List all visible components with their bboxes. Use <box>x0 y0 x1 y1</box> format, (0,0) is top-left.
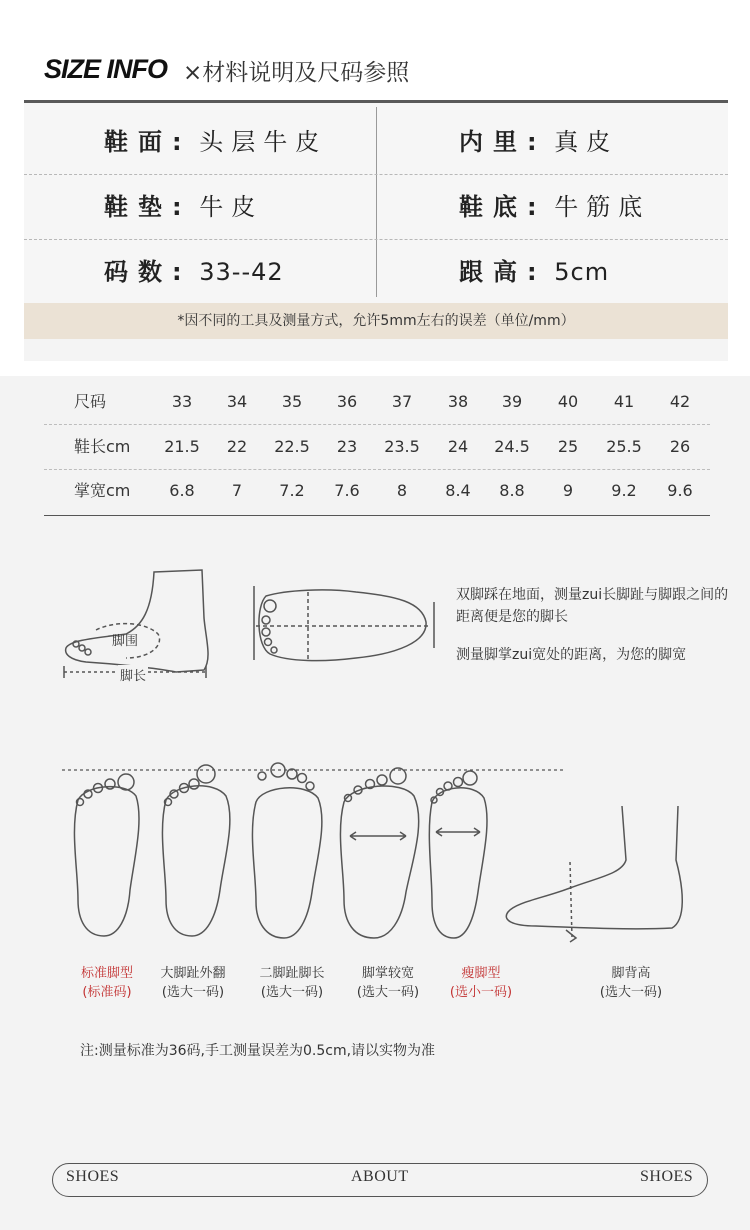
material-row-sole <box>459 187 650 227</box>
size-row-header: 鞋长cm <box>74 437 131 456</box>
foot-type-advice: (选大一码) <box>599 985 663 1000</box>
material-label: 鞋面: <box>104 128 192 156</box>
foot-type-name: 瘦脚型 <box>461 966 501 981</box>
material-label: 跟高: <box>459 258 547 286</box>
size-cell: 9.2 <box>611 481 637 500</box>
foot-length-description: 双脚踩在地面，测量zui长脚趾与脚跟之间的距离便是您的脚长 <box>456 587 729 625</box>
material-label: 鞋底: <box>459 193 547 221</box>
foot-high-instep <box>506 806 682 929</box>
foot-type-name: 脚背高 <box>611 966 651 981</box>
size-cell: 39 <box>501 392 523 411</box>
measurement-footnote: 注:测量标准为36码,手工测量误差为0.5cm,请以实物为准 <box>80 1043 436 1059</box>
size-cell: 8.8 <box>499 481 525 500</box>
size-cell: 22.5 <box>274 437 310 456</box>
foot-types-illustration <box>56 750 696 960</box>
foot-type-advice: (选小一码) <box>449 985 513 1000</box>
material-value: 33--42 <box>199 258 284 286</box>
material-value: 5cm <box>554 258 610 286</box>
size-row <box>44 425 710 469</box>
length-label: 脚长 <box>118 665 148 684</box>
size-cell: 23.5 <box>384 437 420 456</box>
size-cell: 7 <box>231 481 243 500</box>
size-row <box>44 469 710 513</box>
material-value: 牛皮 <box>199 193 264 221</box>
size-cell: 25 <box>557 437 579 456</box>
foot-type-name: 大脚趾外翻 <box>160 966 226 981</box>
girth-label: 脚围 <box>112 634 139 649</box>
size-cell: 40 <box>557 392 579 411</box>
foot-type-advice: (选大一码) <box>356 985 420 1000</box>
material-table <box>24 103 728 303</box>
section-title-en: SIZE INFO <box>44 54 168 84</box>
material-label: 内里: <box>459 128 547 156</box>
row-divider <box>24 174 728 175</box>
size-cell: 36 <box>336 392 358 411</box>
footer-left-text: SHOES <box>66 1168 120 1185</box>
size-table <box>44 378 710 518</box>
material-label: 码数: <box>104 258 192 286</box>
size-row-header: 掌宽cm <box>74 481 131 500</box>
material-row-lining <box>459 122 618 162</box>
foot-type-slim <box>436 964 526 1002</box>
size-cell: 37 <box>391 392 413 411</box>
size-cell: 41 <box>613 392 635 411</box>
material-row-heel <box>459 252 609 292</box>
foot-second-toe <box>252 788 321 938</box>
size-cell: 33 <box>171 392 193 411</box>
size-cell: 26 <box>669 437 691 456</box>
foot-type-advice: (选大一码) <box>260 985 324 1000</box>
material-value: 牛筋底 <box>554 193 651 221</box>
foot-type-advice: (选大一码) <box>161 985 225 1000</box>
size-row-header: 尺码 <box>74 392 107 411</box>
material-section-footer <box>24 339 728 361</box>
measurement-tolerance-note: *因不同的工具及测量方式，允许5mm左右的误差（单位/mm） <box>24 303 728 339</box>
column-divider <box>376 107 377 297</box>
size-cell: 9.6 <box>667 481 693 500</box>
row-divider <box>24 239 728 240</box>
foot-type-advice: (标准码) <box>82 985 132 1000</box>
foot-type-wide <box>343 964 433 1002</box>
foot-width-description: 测量脚掌zui宽处的距离，为您的脚宽 <box>456 647 687 663</box>
foot-wide <box>340 786 418 938</box>
size-table-bottom-rule <box>44 515 710 516</box>
foot-type-name: 二脚趾脚长 <box>259 966 325 981</box>
foot-type-high-instep <box>586 964 676 1002</box>
size-cell: 7.6 <box>334 481 360 500</box>
material-label: 鞋垫: <box>104 193 192 221</box>
size-cell: 24 <box>447 437 469 456</box>
size-cell: 23 <box>336 437 358 456</box>
material-row-upper <box>104 122 327 162</box>
material-row-insole <box>104 187 263 227</box>
size-row <box>44 380 710 424</box>
foot-type-bunion <box>148 964 238 1002</box>
material-value: 头层牛皮 <box>199 128 328 156</box>
size-cell: 22 <box>226 437 248 456</box>
size-cell: 24.5 <box>494 437 530 456</box>
foot-standard <box>74 787 139 936</box>
size-cell: 34 <box>226 392 248 411</box>
foot-slim <box>429 788 487 938</box>
section-title-zh: ×材料说明及尺码参照 <box>183 60 410 86</box>
material-value: 真皮 <box>554 128 619 156</box>
foot-measure-illustration <box>56 562 446 690</box>
size-cell: 8.4 <box>445 481 471 500</box>
footer-right-text: SHOES <box>640 1168 694 1185</box>
size-cell: 7.2 <box>279 481 305 500</box>
foot-type-name: 标准脚型 <box>80 966 133 981</box>
size-cell: 21.5 <box>164 437 200 456</box>
size-cell: 42 <box>669 392 691 411</box>
foot-bunion <box>162 786 229 936</box>
size-cell: 38 <box>447 392 469 411</box>
footer-center-text: ABOUT <box>351 1168 409 1185</box>
size-cell: 25.5 <box>606 437 642 456</box>
size-cell: 9 <box>562 481 574 500</box>
foot-type-name: 脚掌较宽 <box>361 966 414 981</box>
foot-type-standard <box>62 964 152 1002</box>
size-cell: 8 <box>396 481 408 500</box>
size-cell: 35 <box>281 392 303 411</box>
foot-type-second-toe <box>247 964 337 1002</box>
size-cell: 6.8 <box>169 481 195 500</box>
material-row-sizes <box>104 252 284 292</box>
